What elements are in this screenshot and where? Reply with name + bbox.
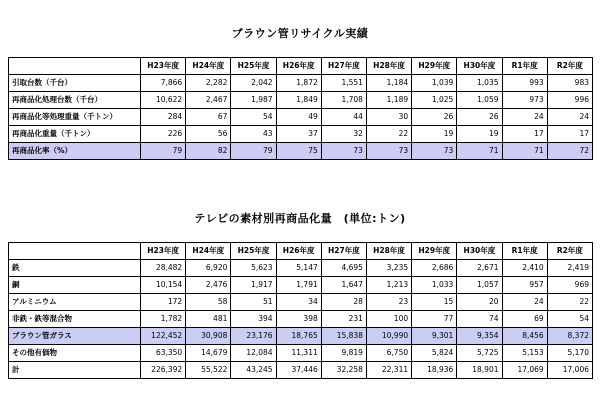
year-header: R2年度: [547, 243, 592, 260]
year-header: H30年度: [457, 243, 502, 260]
value-cell: 1,872: [276, 75, 321, 92]
value-cell: 996: [547, 92, 592, 109]
value-cell: 226,392: [141, 362, 186, 379]
value-cell: 226: [141, 126, 186, 143]
value-cell: 22: [547, 294, 592, 311]
value-cell: 8,456: [502, 328, 547, 345]
value-cell: 969: [547, 277, 592, 294]
value-cell: 2,671: [457, 260, 502, 277]
value-cell: 20: [457, 294, 502, 311]
tv-material-table: [8, 242, 593, 379]
value-cell: 43: [231, 126, 276, 143]
table-row: [9, 75, 593, 92]
value-cell: 6,750: [366, 345, 411, 362]
value-cell: 73: [412, 143, 457, 160]
value-cell: 34: [276, 294, 321, 311]
row-label: 非鉄・鉄等混合物: [9, 311, 141, 328]
year-header: H25年度: [231, 243, 276, 260]
value-cell: 23,176: [231, 328, 276, 345]
value-cell: 32: [321, 126, 366, 143]
value-cell: 5,153: [502, 345, 547, 362]
material-recycling-title: テレビの素材別再商品化量 (単位:トン): [194, 212, 406, 225]
value-cell: 5,147: [276, 260, 321, 277]
value-cell: 72: [547, 143, 592, 160]
value-cell: 2,419: [547, 260, 592, 277]
value-cell: 12,084: [231, 345, 276, 362]
highlighted-row: [9, 143, 593, 160]
value-cell: 18,765: [276, 328, 321, 345]
value-cell: 10,622: [141, 92, 186, 109]
value-cell: 24: [502, 109, 547, 126]
value-cell: 22: [366, 126, 411, 143]
value-cell: 67: [186, 109, 231, 126]
year-header: H27年度: [321, 58, 366, 75]
value-cell: 15,838: [321, 328, 366, 345]
value-cell: 73: [366, 143, 411, 160]
value-cell: 1,708: [321, 92, 366, 109]
value-cell: 1,917: [231, 277, 276, 294]
value-cell: 2,476: [186, 277, 231, 294]
value-cell: 30,908: [186, 328, 231, 345]
table-row: [9, 92, 593, 109]
value-cell: 481: [186, 311, 231, 328]
value-cell: 54: [547, 311, 592, 328]
value-cell: 44: [321, 109, 366, 126]
value-cell: 74: [457, 311, 502, 328]
value-cell: 37,446: [276, 362, 321, 379]
table-row: [9, 109, 593, 126]
value-cell: 18,936: [412, 362, 457, 379]
value-cell: 17,069: [502, 362, 547, 379]
value-cell: 1,033: [412, 277, 457, 294]
value-cell: 2,410: [502, 260, 547, 277]
year-header: R2年度: [547, 58, 592, 75]
value-cell: 28,482: [141, 260, 186, 277]
value-cell: 11,311: [276, 345, 321, 362]
value-cell: 5,170: [547, 345, 592, 362]
value-cell: 993: [502, 75, 547, 92]
value-cell: 1,647: [321, 277, 366, 294]
value-cell: 56: [186, 126, 231, 143]
value-cell: 1,849: [276, 92, 321, 109]
value-cell: 79: [141, 143, 186, 160]
value-cell: 1,189: [366, 92, 411, 109]
value-cell: 1,184: [366, 75, 411, 92]
value-cell: 26: [457, 109, 502, 126]
year-header: H28年度: [366, 243, 411, 260]
value-cell: 1,059: [457, 92, 502, 109]
value-cell: 100: [366, 311, 411, 328]
row-label: 再商品化重量（千トン）: [9, 126, 141, 143]
year-header: H25年度: [231, 58, 276, 75]
value-cell: 15: [412, 294, 457, 311]
value-cell: 284: [141, 109, 186, 126]
value-cell: 8,372: [547, 328, 592, 345]
value-cell: 231: [321, 311, 366, 328]
year-header: H23年度: [141, 243, 186, 260]
value-cell: 82: [186, 143, 231, 160]
table-row: [9, 311, 593, 328]
value-cell: 5,824: [412, 345, 457, 362]
value-cell: 49: [276, 109, 321, 126]
table-row: [9, 277, 593, 294]
value-cell: 6,920: [186, 260, 231, 277]
value-cell: 9,354: [457, 328, 502, 345]
value-cell: 55,522: [186, 362, 231, 379]
row-label: ブラウン管ガラス: [9, 328, 141, 345]
value-cell: 28: [321, 294, 366, 311]
value-cell: 26: [412, 109, 457, 126]
value-cell: 73: [321, 143, 366, 160]
crt-recycling-table: [8, 57, 593, 160]
header-blank-cell: [9, 243, 141, 260]
year-header: H30年度: [457, 58, 502, 75]
value-cell: 79: [231, 143, 276, 160]
row-label: アルミニウム: [9, 294, 141, 311]
value-cell: 10,154: [141, 277, 186, 294]
value-cell: 17: [502, 126, 547, 143]
value-cell: 43,245: [231, 362, 276, 379]
value-cell: 7,866: [141, 75, 186, 92]
value-cell: 394: [231, 311, 276, 328]
year-header: H29年度: [412, 58, 457, 75]
year-header: H26年度: [276, 58, 321, 75]
value-cell: 1,791: [276, 277, 321, 294]
row-label: 再商品化率（%）: [9, 143, 141, 160]
value-cell: 32,258: [321, 362, 366, 379]
value-cell: 1,987: [231, 92, 276, 109]
row-label: 銅: [9, 277, 141, 294]
value-cell: 54: [231, 109, 276, 126]
value-cell: 10,990: [366, 328, 411, 345]
value-cell: 398: [276, 311, 321, 328]
row-label: 引取台数（千台）: [9, 75, 141, 92]
value-cell: 30: [366, 109, 411, 126]
header-row: [9, 58, 593, 75]
table-row: [9, 260, 593, 277]
value-cell: 1,057: [457, 277, 502, 294]
value-cell: 2,282: [186, 75, 231, 92]
year-header: H28年度: [366, 58, 411, 75]
table-row: [9, 345, 593, 362]
value-cell: 19: [412, 126, 457, 143]
row-label: 計: [9, 362, 141, 379]
value-cell: 1,025: [412, 92, 457, 109]
header-row: [9, 243, 593, 260]
value-cell: 24: [547, 109, 592, 126]
value-cell: 58: [186, 294, 231, 311]
value-cell: 9,301: [412, 328, 457, 345]
value-cell: 1,039: [412, 75, 457, 92]
year-header: H24年度: [186, 243, 231, 260]
value-cell: 1,782: [141, 311, 186, 328]
row-label: 再商品化処理台数（千台）: [9, 92, 141, 109]
value-cell: 24: [502, 294, 547, 311]
row-label: 再商品化等処理重量（千トン）: [9, 109, 141, 126]
highlighted-row: [9, 328, 593, 345]
value-cell: 63,350: [141, 345, 186, 362]
value-cell: 122,452: [141, 328, 186, 345]
value-cell: 9,819: [321, 345, 366, 362]
year-header: H26年度: [276, 243, 321, 260]
value-cell: 19: [457, 126, 502, 143]
value-cell: 5,725: [457, 345, 502, 362]
year-header: H29年度: [412, 243, 457, 260]
value-cell: 23: [366, 294, 411, 311]
total-row: [9, 362, 593, 379]
value-cell: 5,623: [231, 260, 276, 277]
value-cell: 14,679: [186, 345, 231, 362]
year-header: R1年度: [502, 243, 547, 260]
value-cell: 2,467: [186, 92, 231, 109]
value-cell: 69: [502, 311, 547, 328]
value-cell: 2,686: [412, 260, 457, 277]
value-cell: 983: [547, 75, 592, 92]
value-cell: 75: [276, 143, 321, 160]
value-cell: 1,213: [366, 277, 411, 294]
year-header: H24年度: [186, 58, 231, 75]
value-cell: 3,235: [366, 260, 411, 277]
value-cell: 1,551: [321, 75, 366, 92]
value-cell: 17,006: [547, 362, 592, 379]
value-cell: 1,035: [457, 75, 502, 92]
value-cell: 71: [502, 143, 547, 160]
recycling-results-title: ブラウン管リサイクル実績: [231, 27, 369, 40]
value-cell: 22,311: [366, 362, 411, 379]
value-cell: 51: [231, 294, 276, 311]
header-blank-cell: [9, 58, 141, 75]
row-label: その他有価物: [9, 345, 141, 362]
value-cell: 17: [547, 126, 592, 143]
year-header: H23年度: [141, 58, 186, 75]
value-cell: 18,901: [457, 362, 502, 379]
value-cell: 4,695: [321, 260, 366, 277]
year-header: H27年度: [321, 243, 366, 260]
table-row: [9, 294, 593, 311]
value-cell: 957: [502, 277, 547, 294]
value-cell: 71: [457, 143, 502, 160]
table-row: [9, 126, 593, 143]
row-label: 鉄: [9, 260, 141, 277]
value-cell: 37: [276, 126, 321, 143]
value-cell: 172: [141, 294, 186, 311]
value-cell: 77: [412, 311, 457, 328]
year-header: R1年度: [502, 58, 547, 75]
value-cell: 973: [502, 92, 547, 109]
value-cell: 2,042: [231, 75, 276, 92]
